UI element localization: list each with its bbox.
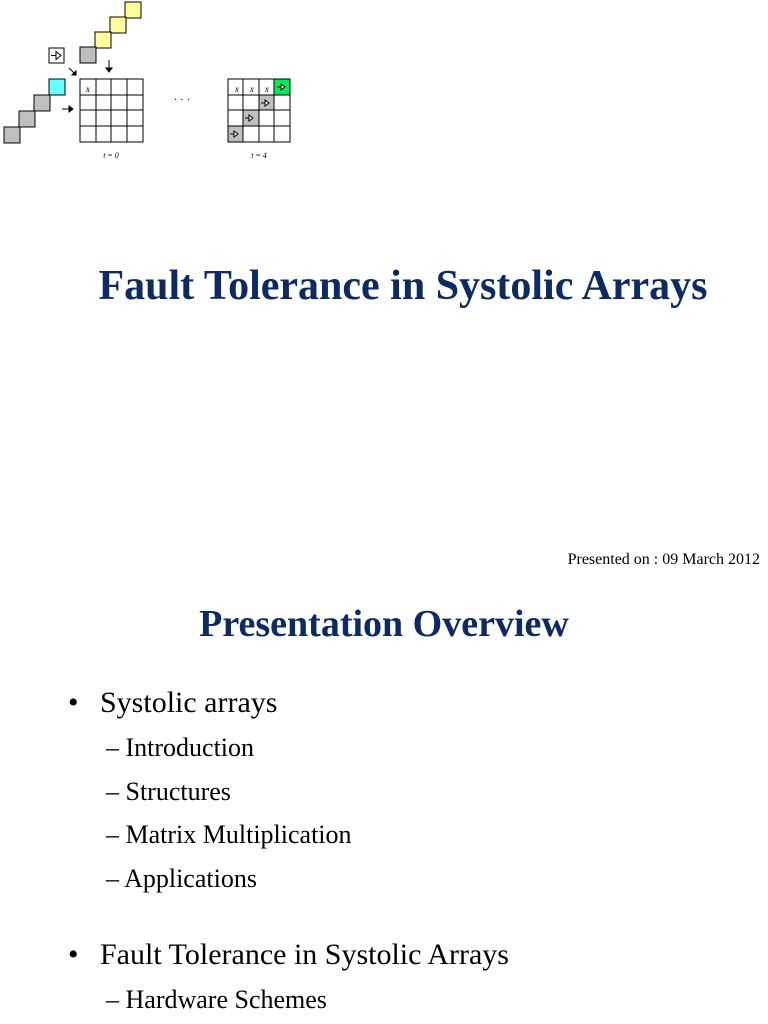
cell-mark: x: [86, 84, 90, 94]
sub-item: [106, 770, 748, 814]
sub-item: [106, 813, 748, 857]
bullet-label: Fault Tolerance in Systolic Arrays: [100, 938, 509, 971]
sub-list: [106, 726, 748, 900]
sub-item-label: Structures: [125, 776, 231, 806]
dash-icon: –: [106, 863, 119, 893]
bullet-label: Systolic arrays: [100, 686, 278, 719]
time-label-t0: t = 0: [103, 151, 119, 160]
sub-item: [106, 726, 748, 770]
bullet-item: [68, 932, 748, 978]
bullet-item: [68, 680, 748, 726]
overview-heading: Presentation Overview: [199, 603, 569, 645]
yellow-cell: [95, 32, 111, 48]
ellipsis: · · ·: [173, 94, 191, 106]
cell-mark: x: [250, 84, 254, 94]
gray-cell: [4, 127, 20, 143]
bullet-icon: •: [68, 686, 79, 719]
bullet-icon: •: [68, 938, 79, 971]
yellow-cell: [110, 17, 126, 33]
slide-overview: [0, 580, 768, 1024]
time-label-t4: t = 4: [251, 151, 267, 160]
dash-icon: –: [106, 733, 119, 762]
sub-item: [106, 978, 748, 1022]
sub-item-label: Introduction: [125, 733, 255, 762]
gray-staircase: [4, 79, 65, 143]
gray-cell: [80, 47, 96, 63]
yellow-staircase: [80, 2, 141, 63]
dash-icon: –: [106, 985, 119, 1014]
fault-symbol-box: [49, 48, 64, 63]
gray-cell: [19, 111, 35, 127]
overview-list: [68, 680, 748, 1022]
dash-icon: –: [106, 820, 119, 849]
gray-cell: [34, 95, 50, 111]
sub-item-label: Matrix Multiplication: [125, 820, 352, 849]
dash-icon: –: [106, 776, 119, 806]
sub-item: [106, 857, 748, 901]
systolic-array-diagram: [0, 0, 310, 170]
presented-date: Presented on : 09 March 2012: [567, 551, 760, 568]
cell-mark: x: [235, 84, 239, 94]
yellow-cell: [125, 2, 141, 18]
slide-title-heading: Fault Tolerance in Systolic Arrays: [98, 263, 708, 309]
cell-mark: x: [265, 84, 269, 94]
sub-item-label: Hardware Schemes: [125, 985, 327, 1014]
grid-t4-marks: [234, 84, 269, 94]
sub-item-label: Applications: [124, 863, 257, 893]
sub-list: [106, 978, 748, 1022]
cyan-cell: [49, 79, 65, 95]
